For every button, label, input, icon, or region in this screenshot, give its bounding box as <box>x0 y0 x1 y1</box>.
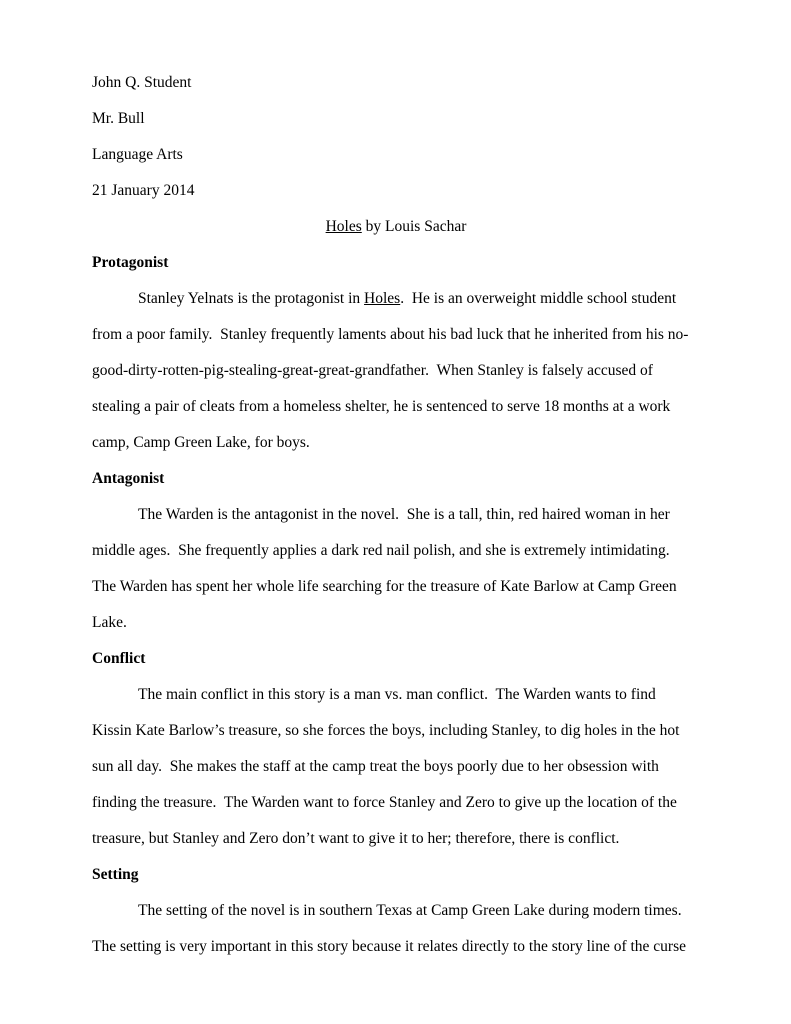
text-segment: middle ages. She frequently applies a dark red nail polish, and she is extremely intimidating. <box>92 542 670 559</box>
body-line <box>92 317 704 353</box>
body-line <box>92 785 704 821</box>
text-segment: sun all day. She makes the staff at the camp treat the boys poorly due to her obsession with <box>92 758 659 775</box>
header-line: John Q. Student <box>92 74 192 91</box>
body-line <box>92 497 704 533</box>
body-line <box>92 389 704 425</box>
text-segment: camp, Camp Green Lake, for boys. <box>92 434 310 451</box>
text-segment: The main conflict in this story is a man vs. man conflict. The Warden wants to find <box>138 686 656 703</box>
text-segment: . He is an overweight middle school student <box>400 290 677 307</box>
body-line <box>92 281 704 317</box>
section-heading-protagonist: Protagonist <box>92 254 169 271</box>
header-line: Mr. Bull <box>92 110 145 127</box>
essay-title <box>92 209 700 245</box>
section-heading-conflict: Conflict <box>92 650 146 667</box>
body-line <box>92 713 704 749</box>
body-line <box>92 605 704 641</box>
text-segment: good-dirty-rotten-pig-stealing-great-great-grandfather. When Stanley is falsely accused of <box>92 362 653 379</box>
header-line: 21 January 2014 <box>92 182 195 199</box>
body-line <box>92 533 704 569</box>
body-line <box>92 569 704 605</box>
text-segment: Stanley Yelnats is the protagonist in <box>138 290 365 307</box>
body-line <box>92 893 704 929</box>
body-line <box>92 677 704 713</box>
text-segment: stealing a pair of cleats from a homeless shelter, he is sentenced to serve 18 months at a work <box>92 398 671 415</box>
underlined-text-segment: Holes <box>325 218 362 235</box>
text-segment: from a poor family. Stanley frequently laments about his bad luck that he inherited from his no- <box>92 326 689 343</box>
section-heading-setting: Setting <box>92 866 139 883</box>
text-segment: The Warden is the antagonist in the novel. She is a tall, thin, red haired woman in her <box>138 506 670 523</box>
text-segment: treasure, but Stanley and Zero don’t want to give it to her; therefore, there is conflict. <box>92 830 620 847</box>
text-segment: The setting is very important in this story because it relates directly to the story line of the curse <box>92 938 687 955</box>
body-line <box>92 821 704 857</box>
text-segment: Kissin Kate Barlow’s treasure, so she forces the boys, including Stanley, to dig holes in the hot <box>92 722 680 739</box>
text-segment: finding the treasure. The Warden want to force Stanley and Zero to give up the location of the <box>92 794 677 811</box>
body-line <box>92 425 704 461</box>
text-segment: The setting of the novel is in southern Texas at Camp Green Lake during modern times. <box>138 902 682 919</box>
header-line: Language Arts <box>92 146 183 163</box>
text-segment: The Warden has spent her whole life searching for the treasure of Kate Barlow at Camp Green <box>92 578 677 595</box>
text-segment: Lake. <box>92 614 127 631</box>
body-line <box>92 749 704 785</box>
section-heading-antagonist: Antagonist <box>92 470 165 487</box>
underlined-text-segment: Holes <box>364 290 401 307</box>
body-line <box>92 929 704 965</box>
body-line <box>92 353 704 389</box>
text-segment: by Louis Sachar <box>361 218 467 235</box>
